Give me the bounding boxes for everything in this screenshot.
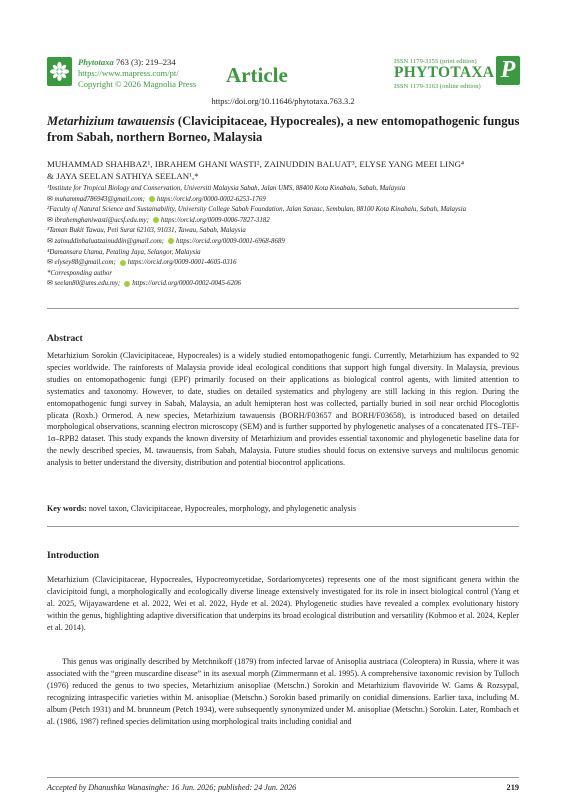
- p-logo-letter: P: [500, 57, 516, 83]
- keywords: [47, 504, 519, 513]
- divider: [47, 526, 519, 527]
- journal-wordmark: PHYTOTAXA: [394, 64, 495, 81]
- mail-icon: ✉: [47, 280, 53, 288]
- orcid-link[interactable]: https://orcid.org/0009-0001-6968-8689: [176, 237, 285, 245]
- keywords-label: Key words:: [47, 504, 87, 513]
- affiliation-3-contact: [47, 237, 527, 248]
- article-title: [47, 114, 522, 145]
- article-label: Article: [226, 63, 288, 87]
- title-rest: , a new entomopathogenic fungus from Sabah, northern Borneo, Malaysia: [47, 114, 520, 144]
- flower-logo-icon: [47, 57, 72, 86]
- affiliation-3: ³Taman Bukit Tawau, Peti Surat 62103, 91031, Tawau, Sabah, Malaysia: [47, 227, 246, 235]
- email-link[interactable]: ibrahemghaniwasti@ucsf.edu.my;: [54, 216, 149, 224]
- keywords-text: novel taxon, Clavicipitaceae, Hypocreales, morphology, and phylogenetic analysis: [86, 504, 356, 513]
- corresponding-contact: [47, 279, 527, 290]
- page-number: 219: [506, 783, 519, 792]
- affiliation-4-contact: [47, 258, 527, 269]
- author-list: [47, 158, 527, 182]
- journal-info: [78, 57, 196, 90]
- affiliation-2-contact: [47, 216, 527, 227]
- journal-volume: 763 (3): 219–234: [115, 57, 176, 67]
- orcid-link[interactable]: https://orcid.org/0009-0006-7827-3182: [160, 216, 270, 224]
- journal-url[interactable]: https://www.mapress.com/pt/: [78, 68, 179, 78]
- issn-print: ISSN 1179-3155 (print edition): [394, 58, 477, 65]
- affiliations: [47, 184, 527, 290]
- journal-name: Phytotaxa: [78, 57, 114, 67]
- doi-link[interactable]: https://doi.org/10.11646/phytotaxa.763.3.2: [211, 97, 355, 106]
- authors-line-1: MUHAMMAD SHAHBAZ¹, IBRAHEM GHANI WASTI², ZAINUDDIN BALUAT³, ELYSE YANG MEEI LING⁴: [47, 159, 465, 169]
- divider: [47, 308, 519, 309]
- introduction-heading: Introduction: [47, 550, 100, 561]
- mail-icon: ✉: [47, 195, 53, 203]
- title-classification: (Clavicipitaceae, Hypocreales): [174, 114, 341, 128]
- orcid-icon: [120, 260, 126, 266]
- orcid-link[interactable]: https://orcid.org/0000-0002-6253-1769: [156, 195, 266, 203]
- email-link[interactable]: muhammad786943@gmail.com;: [54, 195, 145, 203]
- orcid-icon: [149, 196, 155, 202]
- mail-icon: ✉: [47, 237, 53, 245]
- introduction-paragraph-2-text: This genus was originally described by Metchnikoff (1879) from infected larvae of Anisoplia austriaca (Coleoptera) in Russia, where it was associated with the “green muscardine disease” in its asexual morph (Zimmermann et al. 1995). A comprehensive taxonomic revision by Tulloch (1976) reduced the genus to two species, Metarhizium anisopliae (Metschn.) Sorokin and Metarhizium flavoviride W. Gams & Rozsypal, recognizing intraspecific varieties within M. anisopliae (Metschn.) Sorokin based primarily on conidial dimensions. Earlier taxa, including M. album (Petch 1931) and M. brunneum (Petch 1934), were subsequently synonymized under M. anisopliae (Metschn.) Sorokin. Later, Rombach et al. (1986, 1987) refined species delimitation using morphological traits including conidial and: [47, 657, 519, 727]
- affiliation-4: ⁴Damansara Utama, Petaling Jaya, Selangor, Malaysia: [47, 248, 201, 256]
- orcid-icon: [124, 281, 130, 287]
- copyright: Copyright © 2026 Magnolia Press: [78, 79, 197, 89]
- orcid-icon: [168, 238, 174, 244]
- corresponding-author: *Corresponding author: [47, 269, 113, 277]
- authors-line-2: & JAYA SEELAN SATHIYA SEELAN¹,*: [47, 171, 199, 181]
- acceptance-note: Accepted by Dhanushka Wanasinghe: 16 Jun. 2026; published: 24 Jun. 2026: [47, 783, 297, 792]
- affiliation-2: ²Faculty of Natural Science and Sustainability, University College Sabah Foundation, Jalan Sanzac, Sembulan, 88100 Kota Kinabalu, Sabah, Malaysia: [47, 206, 467, 214]
- affiliation-1: ¹Institute for Tropical Biology and Conservation, Universiti Malaysia Sabah, Jalan UMS, 88400 Kota Kinabalu, Sabah, Malaysia: [47, 185, 406, 192]
- issn-online: ISSN 1179-3163 (online edition): [394, 83, 481, 90]
- email-link[interactable]: zainuddinbaluatzainuddin@gmail.com;: [54, 237, 165, 245]
- email-link[interactable]: seelan80@ums.edu.my;: [54, 280, 121, 288]
- mail-icon: ✉: [47, 216, 53, 224]
- abstract-heading: Abstract: [47, 333, 83, 344]
- orcid-link[interactable]: https://orcid.org/0009-0001-4605-0316: [127, 259, 237, 267]
- title-species: Metarhizium tawauensis: [47, 114, 175, 128]
- mail-icon: ✉: [47, 259, 53, 267]
- divider: [47, 777, 519, 778]
- orcid-link[interactable]: https://orcid.org/0000-0002-0045-6206: [132, 280, 241, 288]
- abstract-body: Metarhizium Sorokin (Clavicipitaceae, Hypocreales) is a widely studied entomopathogenic fungi. Currently, Metarhizium has expanded to 92 species worldwide. The rainforests of Malaysia provide ideal ecological conditions that support high fungal diversity. In Malaysia, previous studies on entomopathogenic fungi (EPF) primarily focused on their applications as biological control agents, with limited attention to systematics and taxonomy. However, to date, studies on detailed systematics and phylogeny are still lacking in this region. During the entomopathogenic fungi survey in Sabah, Malaysia, an adult hemipteran host was collected, partially buried in soil near orchid Plocoglottis plicata (Roxb.) Ormerod. A new species, Metarhizium tawauensis (BORH/F03657 and BORH/F03658), is introduced based on detailed morphological observations, scanning electron microscopy (SEM) and is further supported by phylogenetic analyses of a concatenated ITS–TEF-1α–RPB2 dataset. This study expands the known diversity of Metarhizium and provides essential taxonomic and phylogenetic baseline data for the newly described species, M. tawauensis, from Sabah, Malaysia. Future studies should focus on extensive surveys and multilocus genomic analysis to better understand the diversity, distribution and potential biocontrol applications.: [47, 351, 519, 468]
- email-link[interactable]: elysey88@gmail.com;: [54, 259, 116, 267]
- introduction-paragraph-2: [47, 656, 519, 729]
- introduction-paragraph-1: Metarhizium (Clavicipitaceae, Hypocreales, Hypocreomycetidae, Sordariomycetes) represents one of the most significant genera within the clavicipitoid fungi, a morphologically and ecologically diverse lineage extensively investigated for its role in insect biological control (Yang et al. 2025, Wijayawardene et al. 2022, Wei et al. 2022, Hyde et al. 2024). Phylogenetic studies have revealed a complex evolutionary history within the genus, highlighting adaptive diversification that underpins its broad ecological distribution and versatility (Kobmoo et al. 2024, Kepler et al. 2014).: [47, 575, 519, 633]
- affiliation-1-contact: [47, 195, 527, 206]
- orcid-icon: [153, 217, 159, 223]
